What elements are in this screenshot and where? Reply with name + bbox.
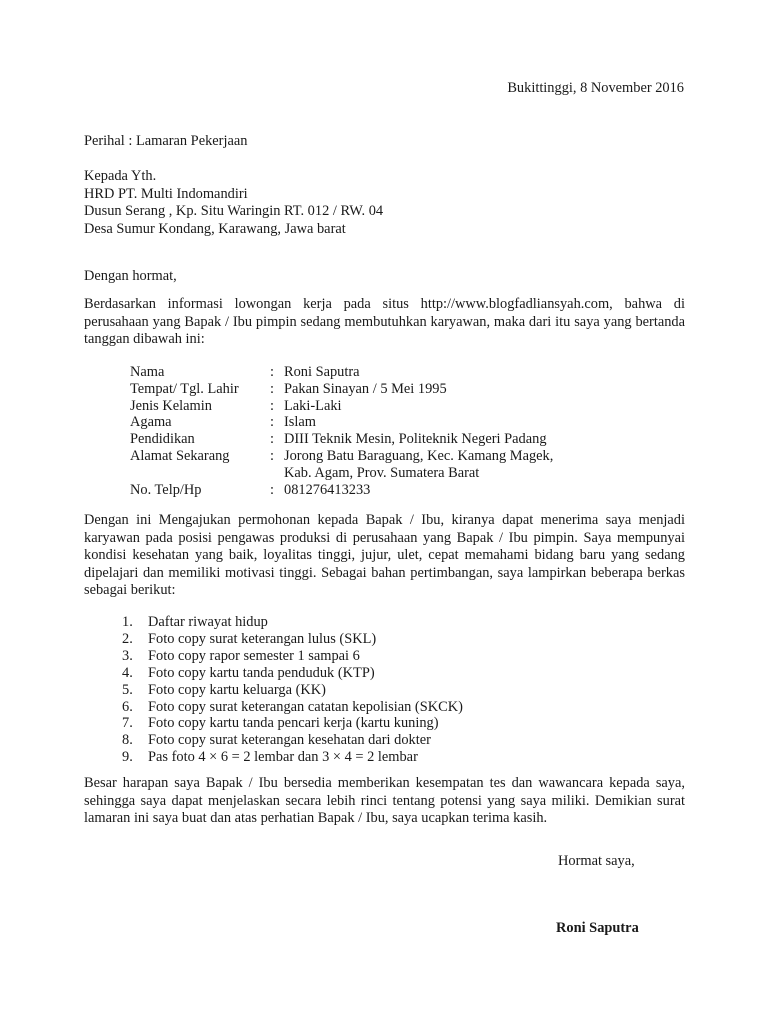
biodata-value: Kab. Agam, Prov. Sumatera Barat <box>284 464 480 481</box>
list-item <box>122 715 642 732</box>
list-number: 3. <box>122 647 133 664</box>
recipient-line: HRD PT. Multi Indomandiri <box>84 185 248 202</box>
list-text: Foto copy kartu tanda penduduk (KTP) <box>148 664 375 681</box>
list-text: Foto copy rapor semester 1 sampai 6 <box>148 647 360 664</box>
letter-date: Bukittinggi, 8 November 2016 <box>507 80 684 96</box>
biodata-colon: : <box>270 397 274 414</box>
list-number: 4. <box>122 664 133 681</box>
recipient-line: Kepada Yth. <box>84 168 157 184</box>
biodata-label: Agama <box>130 414 172 431</box>
biodata-colon: : <box>270 364 274 380</box>
list-item <box>122 631 642 648</box>
body-paragraph: Dengan ini Mengajukan permohonan kepada Bapak / Ibu, kiranya dapat menerima saya menjadi karyawan pada posisi pengawas produksi di perusahaan yang Bapak / Ibu pimpin. Saya mempunyai kondisi kesehatan yang baik, loyalitas tinggi, jujur, ulet, cepat memahami bidang baru yang sedang dipelajari dan memiliki motivasi tinggi. Sebagai bahan pertimbangan, saya lampirkan beberapa berkas sebagai berikut: <box>84 512 685 598</box>
biodata-row <box>130 381 600 398</box>
letter-subject: Perihal : Lamaran Pekerjaan <box>84 133 248 149</box>
biodata-colon: : <box>270 414 274 431</box>
recipient-address <box>84 168 383 238</box>
list-text: Foto copy kartu keluarga (KK) <box>148 681 326 698</box>
biodata-value: Jorong Batu Baraguang, Kec. Kamang Magek, <box>284 447 554 464</box>
biodata-table <box>130 364 600 498</box>
list-number: 2. <box>122 630 133 647</box>
list-number: 9. <box>122 749 133 766</box>
biodata-label: No. Telp/Hp <box>130 481 202 498</box>
biodata-value: Laki-Laki <box>284 397 342 414</box>
list-text: Daftar riwayat hidup <box>148 614 268 630</box>
list-number: 1. <box>122 614 133 630</box>
closing-salutation: Hormat saya, <box>558 853 635 869</box>
biodata-label <box>130 465 270 482</box>
list-number: 8. <box>122 732 133 749</box>
greeting: Dengan hormat, <box>84 268 177 284</box>
biodata-colon: : <box>270 481 274 498</box>
biodata-value: 081276413233 <box>284 481 371 498</box>
biodata-value: Islam <box>284 414 316 431</box>
biodata-colon: : <box>270 380 274 397</box>
intro-paragraph: Berdasarkan informasi lowongan kerja pada situs http://www.blogfadliansyah.com, bahwa di perusahaan yang Bapak / Ibu pimpin sedang membutuhkan karyawan, maka dari itu saya yang bertanda tanggan dibawah ini: <box>84 296 685 347</box>
biodata-value: DIII Teknik Mesin, Politeknik Negeri Padang <box>284 431 547 448</box>
biodata-row-continuation <box>130 465 600 482</box>
biodata-label: Tempat/ Tgl. Lahir <box>130 380 239 397</box>
list-text: Pas foto 4 × 6 = 2 lembar dan 3 × 4 = 2 lembar <box>148 749 418 766</box>
biodata-colon: : <box>270 431 274 448</box>
biodata-row <box>130 448 600 465</box>
list-number: 5. <box>122 681 133 698</box>
attachment-list <box>122 614 642 766</box>
biodata-row <box>130 431 600 448</box>
biodata-label: Nama <box>130 364 165 380</box>
list-number: 6. <box>122 698 133 715</box>
biodata-row <box>130 398 600 415</box>
list-item <box>122 614 642 631</box>
biodata-value: Roni Saputra <box>284 364 360 380</box>
list-number: 7. <box>122 715 133 732</box>
biodata-row <box>130 482 600 499</box>
list-text: Foto copy kartu tanda pencari kerja (kartu kuning) <box>148 715 439 732</box>
biodata-colon: : <box>270 447 274 464</box>
list-item <box>122 699 642 716</box>
signature-name: Roni Saputra <box>556 920 639 936</box>
biodata-colon-empty <box>270 465 284 482</box>
biodata-value: Pakan Sinayan / 5 Mei 1995 <box>284 380 447 397</box>
list-item <box>122 749 642 766</box>
list-item <box>122 665 642 682</box>
biodata-row <box>130 414 600 431</box>
list-text: Foto copy surat keterangan catatan kepolisian (SKCK) <box>148 698 463 715</box>
list-text: Foto copy surat keterangan kesehatan dari dokter <box>148 732 431 749</box>
biodata-label: Alamat Sekarang <box>130 447 230 464</box>
biodata-row <box>130 364 600 381</box>
biodata-label: Jenis Kelamin <box>130 397 212 414</box>
list-item <box>122 648 642 665</box>
biodata-label: Pendidikan <box>130 431 195 448</box>
list-item <box>122 732 642 749</box>
closing-paragraph: Besar harapan saya Bapak / Ibu bersedia memberikan kesempatan tes dan wawancara kepada saya, sehingga saya dapat menjelaskan secara lebih rinci tentang potensi yang saya miliki. Demikian surat lamaran ini saya buat dan atas perhatian Bapak / Ibu, saya ucapkan terima kasih. <box>84 775 685 826</box>
recipient-line: Desa Sumur Kondang, Karawang, Jawa barat <box>84 220 346 237</box>
list-item <box>122 682 642 699</box>
recipient-line: Dusun Serang , Kp. Situ Waringin RT. 012 / RW. 04 <box>84 203 384 219</box>
list-text: Foto copy surat keterangan lulus (SKL) <box>148 630 377 647</box>
